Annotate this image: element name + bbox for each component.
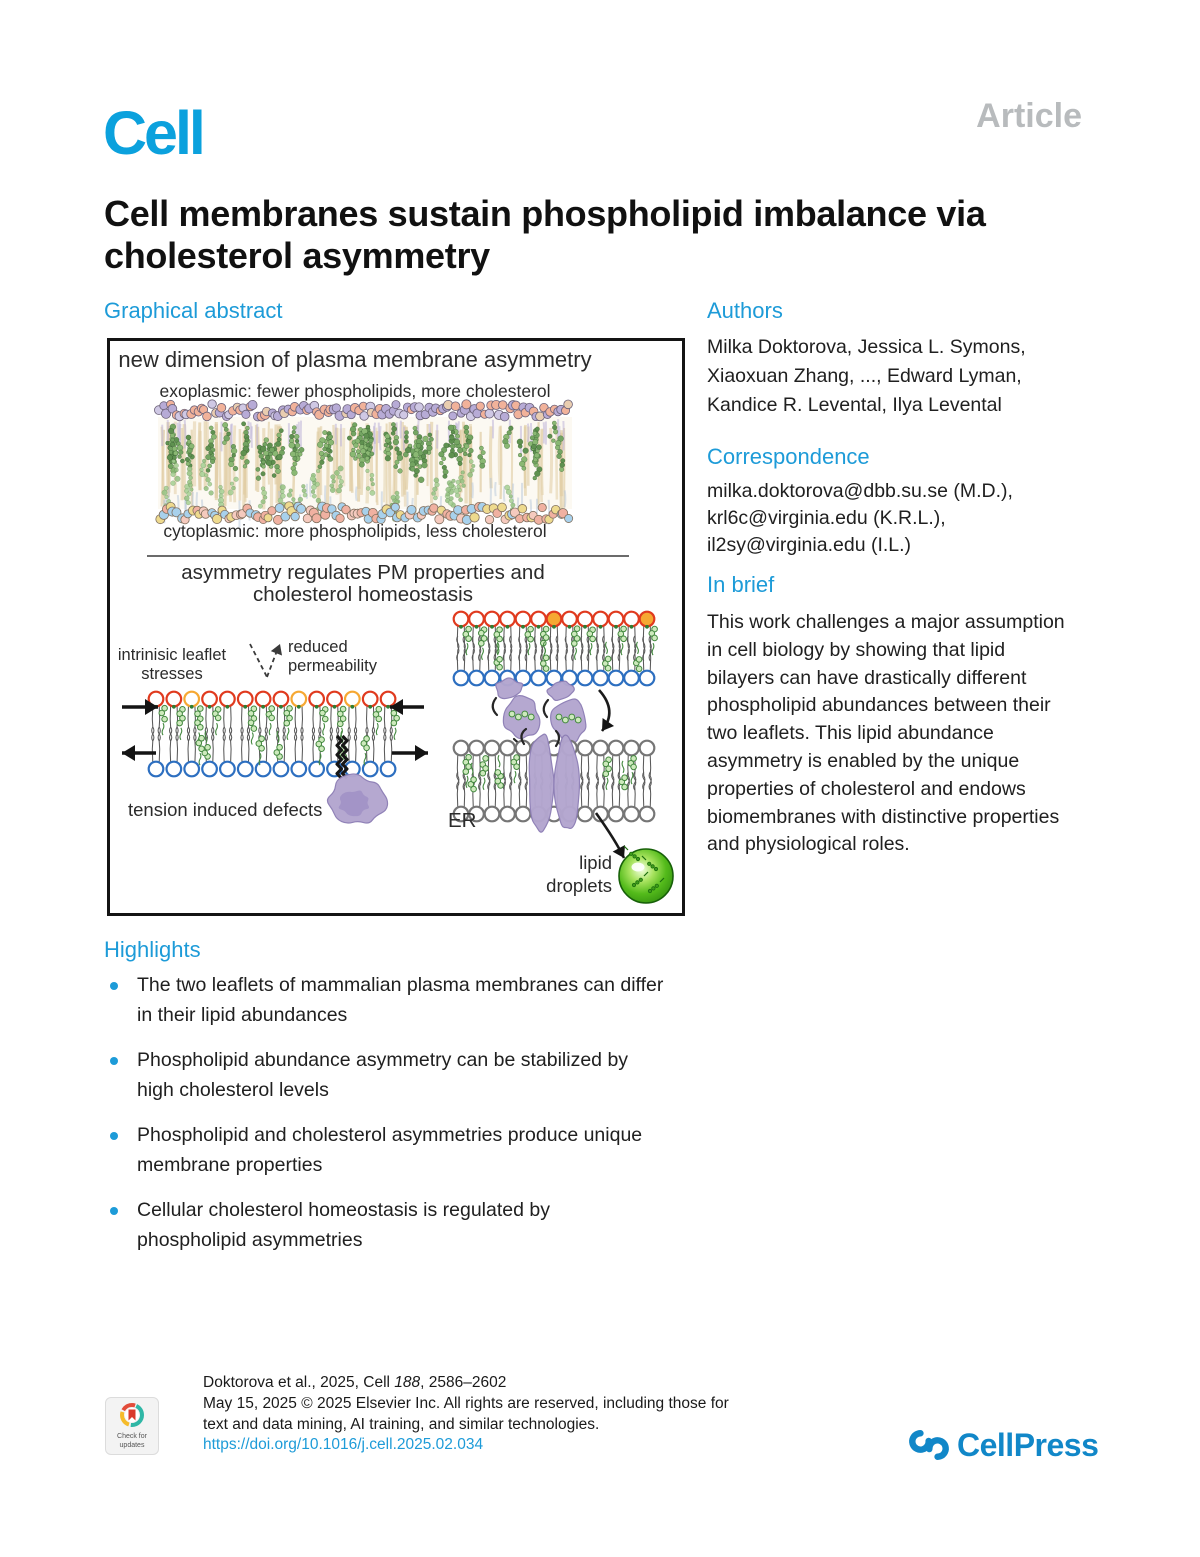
correspondence-heading: Correspondence xyxy=(707,444,870,469)
graphical-abstract-art xyxy=(110,341,682,913)
list-item: The two leaflets of mammalian plasma membranes can differ in their lipid abundances xyxy=(104,971,724,1030)
figure-panel2-title-line2: cholesterol homeostasis xyxy=(253,583,473,606)
highlights-heading: Highlights xyxy=(104,937,201,962)
badge-text-line1: Check for xyxy=(117,1433,147,1440)
cellpress-logo-icon xyxy=(908,1424,950,1466)
footer-citation xyxy=(203,1373,729,1456)
cellpress-logo-text: CellPress xyxy=(957,1426,1099,1463)
crossmark-icon xyxy=(106,1398,158,1454)
bullet-icon xyxy=(110,1132,118,1140)
in-brief-heading: In brief xyxy=(707,572,775,597)
highlights-list xyxy=(104,971,724,1271)
article-type-label: Article xyxy=(976,97,1082,135)
authors-heading: Authors xyxy=(707,298,783,323)
figure-lipid-droplets-label: lipid droplets xyxy=(546,852,612,896)
graphical-abstract-figure xyxy=(107,338,685,916)
figure-cytoplasmic-label: cytoplasmic: more phospholipids, less cholesterol xyxy=(163,521,547,541)
check-for-updates-badge[interactable] xyxy=(105,1397,159,1455)
bullet-icon xyxy=(110,982,118,990)
list-item: Phospholipid abundance asymmetry can be stabilized by high cholesterol levels xyxy=(104,1046,724,1105)
figure-leaflet-stress-label: intrinisic leaflet stresses xyxy=(117,646,227,683)
figure-panel2-title-line1: asymmetry regulates PM properties and xyxy=(181,561,545,584)
rights-line2: text and data mining, AI training, and similar technologies. xyxy=(203,1415,600,1433)
paper-title-line1: Cell membranes sustain phospholipid imbalance via xyxy=(104,193,986,234)
doi-link[interactable]: https://doi.org/10.1016/j.cell.2025.02.034 xyxy=(203,1436,484,1454)
bullet-icon xyxy=(110,1057,118,1065)
paper-title xyxy=(104,193,1104,277)
figure-er-label: ER xyxy=(448,809,477,832)
bullet-icon xyxy=(110,1207,118,1215)
figure-panel1-title: new dimension of plasma membrane asymmetry xyxy=(118,347,592,372)
figure-exoplasmic-label: exoplasmic: fewer phospholipids, more cholesterol xyxy=(159,381,551,401)
graphical-abstract-heading: Graphical abstract xyxy=(104,298,283,323)
cell-journal-logo: Cell xyxy=(103,99,203,167)
paper-title-line2: cholesterol asymmetry xyxy=(104,235,490,276)
correspondence-emails: milka.doktorova@dbb.su.se (M.D.), krl6c@virginia.edu (K.R.L.), il2sy@virginia.edu (I.L.) xyxy=(707,480,1013,556)
citation-line: Doktorova et al., 2025, Cell 188, 2586–2602 xyxy=(203,1374,507,1391)
cellpress-logo xyxy=(908,1424,1098,1466)
rights-line1: May 15, 2025 © 2025 Elsevier Inc. All rights are reserved, including those for xyxy=(203,1394,729,1412)
list-item: Phospholipid and cholesterol asymmetries produce unique membrane properties xyxy=(104,1121,724,1180)
list-item: Cellular cholesterol homeostasis is regulated by phospholipid asymmetries xyxy=(104,1196,724,1255)
figure-tension-label: tension induced defects xyxy=(128,799,323,820)
in-brief-text: This work challenges a major assumption in cell biology by showing that lipid bilayers can have drastically different phospholipid abundances between their two leaflets. This lipid abundance asymmetry is enabled by the unique properties of cholesterol and endows biomembranes with distinctive properties and physiological roles. xyxy=(707,611,1065,856)
badge-text-line2: updates xyxy=(119,1442,145,1449)
figure-permeability-label: reduced permeability xyxy=(288,638,377,675)
authors-list: Milka Doktorova, Jessica L. Symons, Xiaoxuan Zhang, ..., Edward Lyman, Kandice R. Levental, Ilya Levental xyxy=(707,336,1026,416)
citation-volume: 188 xyxy=(394,1374,421,1391)
